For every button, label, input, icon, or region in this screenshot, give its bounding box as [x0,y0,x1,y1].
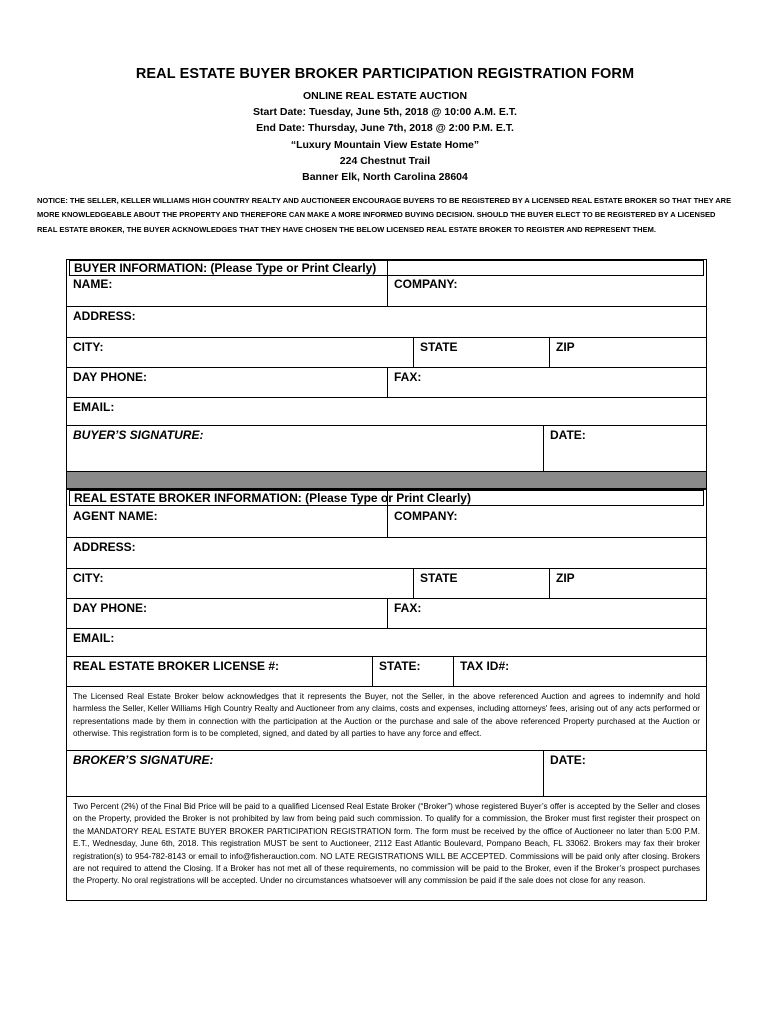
buyer-signature-field[interactable]: BUYER’S SIGNATURE: [73,428,204,442]
buyer-state-field[interactable]: STATE [413,338,549,367]
broker-fax-field[interactable]: FAX: [387,599,706,628]
buyer-day-phone-field[interactable]: DAY PHONE: [73,370,148,384]
commission-terms-row [67,797,706,901]
broker-city-field[interactable]: CITY: [73,571,104,585]
notice-text: NOTICE: THE SELLER, KELLER WILLIAMS HIGH COUNTRY REALTY AND AUCTIONEER ENCOURAGE BUYERS TO BE REGISTERED BY A LICENSED REAL ESTATE BROKER SO THAT THEY ARE MORE KNOWLEDGEABLE ABOUT THE PROPERTY AND THEREFORE CAN MAKE A MORE INFORMED BUYING DECISION. SHOULD THE BUYER ELECT TO BE REGISTERED BY A LICENSED REAL ESTATE BROKER, THE BUYER ACKNOWLEDGES THAT THEY HAVE CHOSEN THE BELOW LICENSED REAL ESTATE BROKER TO REGISTER AND REPRESENT THEM. [37,196,732,234]
property-street: 224 Chestnut Trail [339,154,431,167]
broker-tax-id-field[interactable]: TAX ID#: [453,657,706,686]
buyer-fax-field[interactable]: FAX: [387,368,706,397]
broker-phone-row [67,599,706,629]
broker-license-state-field[interactable]: STATE: [372,657,453,686]
property-city: Banner Elk, North Carolina 28604 [302,171,468,184]
broker-address-row [67,538,706,569]
end-date: End Date: Thursday, June 7th, 2018 @ 2:00 P.M. E.T. [256,122,514,135]
commission-terms-text: Two Percent (2%) of the Final Bid Price will be paid to a qualified Licensed Real Estate Broker (“Broker”) whose registered Buyer’s offer is accepted by the Seller and closes on the Property, provided the Broker is not prohibited by law from being paid such commission. To qualify for a commission, the Broker must first register their prospect on the MANDATORY REAL ESTATE BUYER BROKER PARTICIPATION REGISTRATION form. The form must be received by the office of Auctioneer no later than 5:00 P.M. E.T., Wednesday, June 6th, 2018. This registration MUST be sent to Auctioneer, 2112 East Atlantic Boulevard, Pompano Beach, FL 33062. Brokers may fax their broker registration(s) to 954-782-8143 or email to info@fisherauction.com. NO LATE REGISTRATIONS WILL BE ACCEPTED. Commissions will be paid only after closing. Brokers are not required to attend the Closing. If a Broker has not met all of these requirements, no commission will be paid to the Broker, even if the Broker’s prospect purchases the Property. No oral registrations will be accepted. Under no circumstances whatsoever will any commission be paid if the sale does not close for any reason. [73,802,700,886]
property-name: “Luxury Mountain View Estate Home” [290,138,480,151]
buyer-address-row [67,307,706,338]
broker-section-heading: REAL ESTATE BROKER INFORMATION: (Please Type or Print Clearly) [69,490,704,506]
broker-address-field[interactable]: ADDRESS: [73,540,136,554]
broker-date-field[interactable]: DATE: [543,751,706,796]
buyer-email-field[interactable]: EMAIL: [73,400,115,414]
buyer-zip-field[interactable]: ZIP [549,338,706,367]
buyer-date-field[interactable]: DATE: [543,426,706,471]
broker-company-field[interactable]: COMPANY: [387,490,706,537]
buyer-signature-row [67,426,706,472]
buyer-information-section [66,259,707,489]
auction-type: ONLINE REAL ESTATE AUCTION [302,90,468,102]
buyer-email-row [67,398,706,426]
buyer-name-field[interactable]: NAME: [73,277,113,291]
broker-agent-row [67,490,706,538]
buyer-name-row [67,260,706,307]
broker-email-field[interactable]: EMAIL: [73,631,115,645]
broker-license-row [67,657,706,687]
buyer-phone-row [67,368,706,398]
buyer-address-field[interactable]: ADDRESS: [73,309,136,323]
broker-agent-name-field[interactable]: AGENT NAME: [73,509,158,523]
broker-license-field[interactable]: REAL ESTATE BROKER LICENSE #: [73,659,280,673]
section-divider [67,472,706,489]
broker-information-section [66,489,707,901]
buyer-company-field[interactable]: COMPANY: [387,260,706,306]
form-title: REAL ESTATE BUYER BROKER PARTICIPATION REGISTRATION FORM [135,66,635,82]
broker-acknowledgement-row [67,687,706,751]
broker-signature-row [67,751,706,797]
buyer-city-field[interactable]: CITY: [73,340,104,354]
broker-acknowledgement-text: The Licensed Real Estate Broker below acknowledges that it represents the Buyer, not the Seller, in the above referenced Auction and agrees to indemnify and hold harmless the Seller, Keller Williams High Country Realty and Auctioneer from any claims, costs and expenses, including attorneys' fees, arising out of any acts performed or representations made by them in connection with the participation at the Auction or the purchase and sale of the above referenced Property purchased at the Auction or otherwise. This registration form is to be completed, signed, and dated by all parties to have any force and effect. [73,692,700,739]
broker-email-row [67,629,706,657]
start-date: Start Date: Tuesday, June 5th, 2018 @ 10:00 A.M. E.T. [253,106,517,119]
buyer-city-row [67,338,706,368]
broker-state-field[interactable]: STATE [413,569,549,598]
form-header [0,64,770,185]
broker-city-row [67,569,706,599]
broker-zip-field[interactable]: ZIP [549,569,706,598]
buyer-section-heading: BUYER INFORMATION: (Please Type or Print Clearly) [69,260,704,276]
broker-day-phone-field[interactable]: DAY PHONE: [73,601,148,615]
broker-signature-field[interactable]: BROKER’S SIGNATURE: [73,753,214,767]
